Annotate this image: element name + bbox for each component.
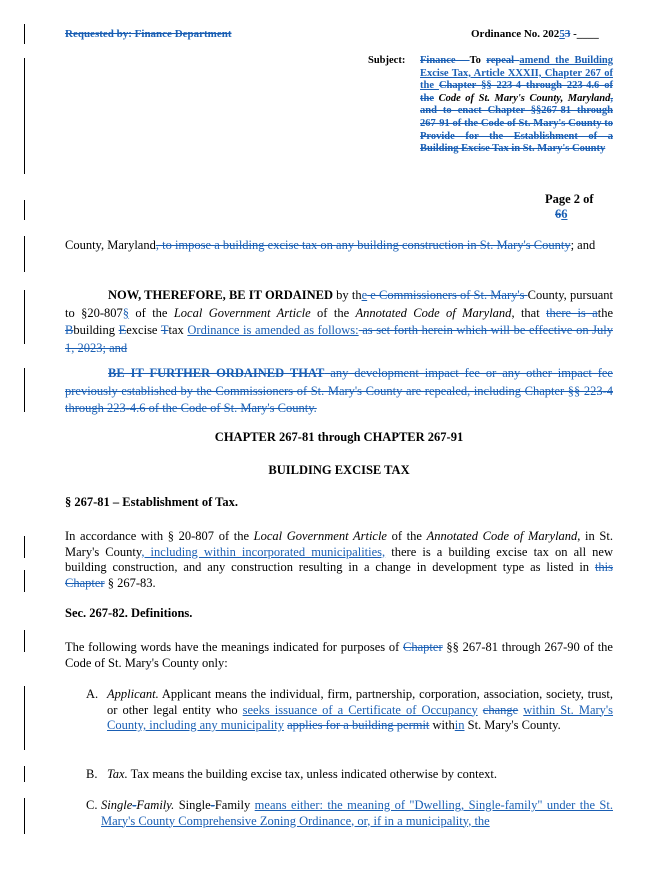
section-267-81-text: In accordance with § 20-807 of the Local Government Article of the Annotated Code of Maryland, in St. Mary's County, including within incorporated municipalities, there is a building excise tax on all new building construction, and any construction resulting in a change in development type as listed in this Chapter § 267-83. bbox=[65, 529, 613, 590]
change-bar bbox=[24, 368, 25, 412]
change-bar bbox=[24, 24, 25, 44]
chapter-title: CHAPTER 267-81 through CHAPTER 267-91 bbox=[214, 430, 464, 444]
change-bar bbox=[24, 686, 25, 750]
ordinance-number: Ordinance No. 20253 -____ bbox=[471, 28, 599, 40]
definition-applicant: Applicant. Applicant means the individual, firm, partnership, corporation, association, society, trust, or other legal entity who seeks issuance of a Certificate of Occupancy change within St. Mary's County, including any municipality applies for a building permit within St. Mary's County. bbox=[107, 687, 614, 732]
definition-a-label: A. bbox=[86, 687, 99, 701]
change-bar bbox=[24, 236, 25, 272]
definition-single-family: Single-Family. Single-Family means either: the meaning of "Dwelling, Single-family" under the St. Mary's County Comprehensive Zoning Ordinance, or, if in a municipality, the bbox=[101, 798, 613, 828]
change-bar bbox=[24, 570, 25, 592]
change-bar bbox=[24, 200, 25, 220]
change-bar bbox=[24, 536, 25, 558]
definition-b-label: B. bbox=[86, 767, 98, 781]
section-267-82-heading: Sec. 267-82. Definitions. bbox=[65, 606, 193, 620]
change-bar bbox=[24, 766, 25, 782]
chapter-subtitle: BUILDING EXCISE TAX bbox=[268, 463, 410, 477]
subject-label: Subject: bbox=[368, 55, 406, 66]
change-bar bbox=[24, 290, 25, 344]
change-bar bbox=[24, 630, 25, 652]
paragraph-ordained: NOW, THEREFORE, BE IT ORDAINED by the e Commissioners of St. Mary's County, pursuant to §20-807§ of the Local Government Article of the Annotated Code of Maryland, that there is athe Bbuilding Eexcise Ttax Ordinance is amended as follows: as set forth herein which will be effective on July 1, 2023; and bbox=[65, 288, 613, 355]
requested-by: Requested by: Finance Department bbox=[65, 28, 232, 40]
definition-tax: Tax. Tax means the building excise tax, unless indicated otherwise by context. bbox=[107, 767, 498, 781]
change-bar bbox=[24, 798, 25, 834]
paragraph-further-ordained: BE IT FURTHER ORDAINED THAT any development impact fee or any other impact fee previously established by the Commissioners of St. Mary's County are repealed, including Chapter §§ 223-4 through 223-4.6 of the Code of St. Mary's County. bbox=[65, 366, 613, 415]
paragraph-county: County, Maryland, to impose a building excise tax on any building construction in St. Mary's County; and bbox=[65, 238, 596, 252]
page-label: Page 2 of bbox=[545, 192, 594, 206]
change-bar bbox=[24, 58, 25, 174]
definition-c-label: C. bbox=[86, 798, 98, 812]
section-267-81-heading: § 267-81 – Establishment of Tax. bbox=[65, 495, 238, 509]
section-267-82-intro: The following words have the meanings indicated for purposes of Chapter §§ 267-81 through 267-90 of the Code of St. Mary's County only: bbox=[65, 640, 613, 670]
page-total: 66 bbox=[555, 207, 568, 221]
subject-text: Finance - To repeal amend the Building Excise Tax, Article XXXII, Chapter 267 of the Chapter §§ 223-4 through 223-4.6 of the Code of St. Mary's County, Maryland, and to enact Chapter §§267-81 through 267-91 of the Code of St. Mary's County to Provide for the Establishment of a Building Excise Tax in St. Mary's County bbox=[420, 55, 614, 155]
